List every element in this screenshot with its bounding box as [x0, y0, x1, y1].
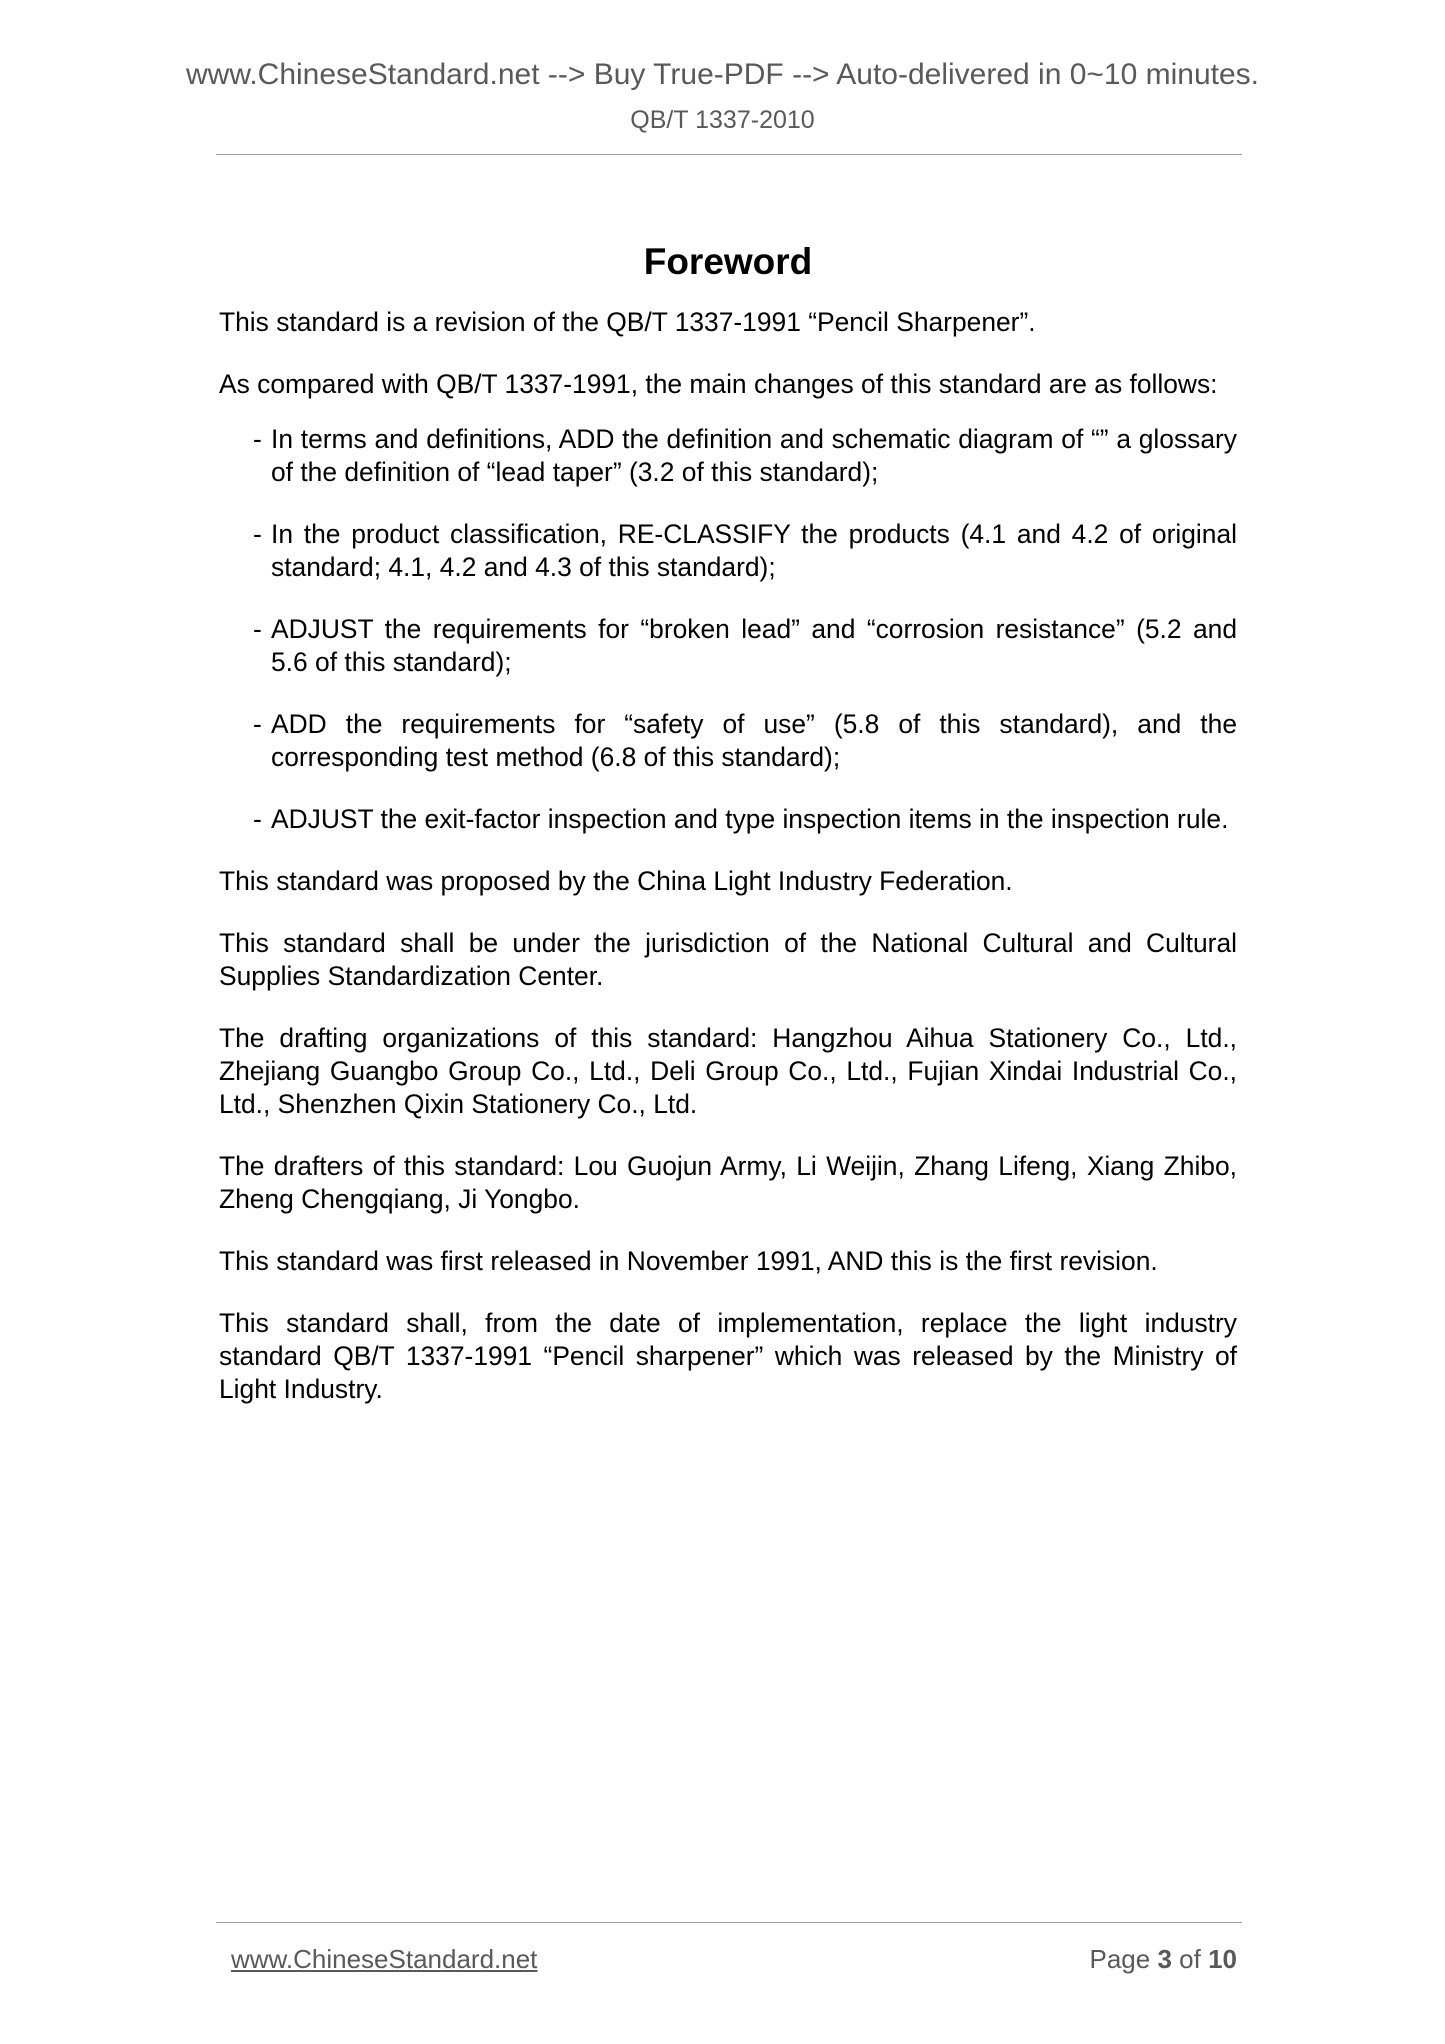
- list-item-text: ADJUST the requirements for “broken lead” and “corrosion resistance” (5.2 and 5.6 of this standard);: [271, 614, 1237, 677]
- current-page: 3: [1157, 1944, 1172, 1974]
- release-history-paragraph: This standard was first released in November 1991, AND this is the first revision.: [219, 1246, 1158, 1276]
- list-item: [219, 613, 1237, 679]
- total-pages: 10: [1208, 1944, 1237, 1974]
- list-item: [219, 423, 1237, 489]
- footer-site-link[interactable]: www.ChineseStandard.net: [231, 1944, 538, 1974]
- page-prefix: Page: [1089, 1944, 1151, 1974]
- replacement-paragraph: This standard shall, from the date of implementation, replace the light industry standard QB/T 1337-1991 “Pencil sharpener” which was released by the Ministry of Light Industry.: [219, 1308, 1237, 1404]
- list-item: [219, 518, 1237, 584]
- proposed-by-paragraph: This standard was proposed by the China Light Industry Federation.: [219, 866, 1013, 896]
- list-bullet: -: [253, 614, 262, 644]
- changes-lead-paragraph: As compared with QB/T 1337-1991, the main changes of this standard are as follows:: [219, 369, 1218, 399]
- list-item-text: In terms and definitions, ADD the definition and schematic diagram of “” a glossary of the definition of “lead taper” (3.2 of this standard);: [271, 424, 1237, 487]
- list-bullet: -: [253, 519, 262, 549]
- footer-divider: [216, 1922, 1242, 1923]
- page-of: of: [1179, 1944, 1201, 1974]
- drafting-organizations-paragraph: The drafting organizations of this standard: Hangzhou Aihua Stationery Co., Ltd., Zhejiang Guangbo Group Co., Ltd., Deli Group Co., Ltd., Fujian Xindai Industrial Co., Ltd., Shenzhen Qixin Stationery Co., Ltd.: [219, 1023, 1237, 1119]
- list-item-text: In the product classification, RE-CLASSIFY the products (4.1 and 4.2 of original standard; 4.1, 4.2 and 4.3 of this standard);: [271, 519, 1237, 582]
- intro-paragraph: This standard is a revision of the QB/T 1337-1991 “Pencil Sharpener”.: [219, 307, 1036, 337]
- changes-list: [219, 423, 1237, 836]
- list-item: [219, 803, 1237, 836]
- header-divider: [216, 154, 1242, 155]
- drafters-paragraph: The drafters of this standard: Lou Guojun Army, Li Weijin, Zhang Lifeng, Xiang Zhibo, Zheng Chengqiang, Ji Yongbo.: [219, 1151, 1237, 1214]
- list-item-text: ADJUST the exit-factor inspection and type inspection items in the inspection rule.: [271, 804, 1229, 834]
- list-item-text: ADD the requirements for “safety of use” (5.8 of this standard), and the corresponding test method (6.8 of this standard);: [271, 709, 1237, 772]
- page-title: Foreword: [643, 241, 813, 282]
- list-bullet: -: [253, 709, 262, 739]
- page-number: [1089, 1944, 1237, 1974]
- site-banner: www.ChineseStandard.net --> Buy True-PDF --> Auto-delivered in 0~10 minutes.: [185, 58, 1260, 91]
- jurisdiction-paragraph: This standard shall be under the jurisdiction of the National Cultural and Cultural Supplies Standardization Center.: [219, 928, 1237, 991]
- document-code: QB/T 1337-2010: [630, 106, 815, 134]
- list-bullet: -: [253, 804, 262, 834]
- page-content: [219, 240, 1237, 1435]
- list-item: [219, 708, 1237, 774]
- list-bullet: -: [253, 424, 262, 454]
